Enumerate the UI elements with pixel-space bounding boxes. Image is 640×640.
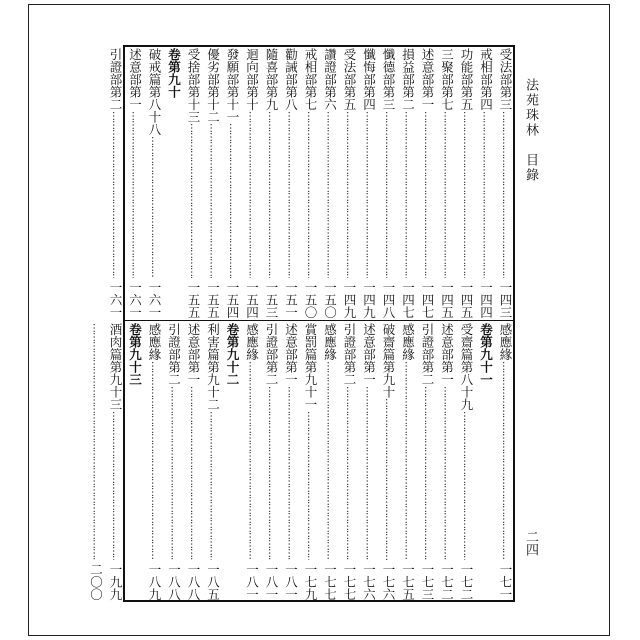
leader-dots [283,111,299,278]
volume-heading [225,323,241,600]
toc-entry-row [166,323,182,600]
toc-entry-row [459,48,475,318]
toc-entry [147,323,163,600]
toc-entry-row [283,323,299,600]
leader-dots [264,111,280,278]
leader-dots [400,361,416,560]
toc-entry-title: 述意部第一 [420,48,435,111]
toc-entry-row [205,48,221,318]
toc-entry-row [361,48,377,318]
toc-entry [166,323,182,600]
toc-entry [186,48,202,318]
toc-entry-page: 一五〇 [303,280,318,318]
toc-entry-row [381,48,397,318]
toc-entry-page: 一四八 [381,280,396,318]
toc-entry-title: 引證部第二 [342,323,357,386]
toc-entry [205,48,221,318]
volume-heading [127,323,143,600]
toc-entry-title: 感應緣 [400,323,416,361]
toc-entry-page: 一五五 [205,280,221,318]
toc-entry-row [225,48,241,318]
toc-entry-page: 一七二 [439,562,455,600]
toc-entry-title: 損益部第二 [400,48,416,111]
toc-entry-page: 一七三 [420,562,435,600]
toc-entry-row [342,48,358,318]
toc-entry-row [498,48,514,318]
toc-entry-page: 一七七 [342,562,357,600]
toc-entry-row [166,48,182,318]
toc-entry-title: 引證部第二 [108,48,123,111]
toc-entry-title: 戒相部第七 [303,48,318,111]
toc-entry [244,323,260,600]
volume-heading [478,323,494,600]
toc-entry-title: 感應緣 [244,323,260,361]
toc-entry-row [283,48,299,318]
leader-dots [147,361,163,560]
toc-entry-row [186,323,202,600]
toc-entry-page: 一四五 [439,280,455,318]
toc-entry [127,48,143,318]
toc-entry-page: 一八一 [244,562,260,600]
toc-entry-title: 受齋篇第八十九 [459,323,474,411]
toc-entry-title: 賞罰篇第九十一 [303,323,318,411]
toc-entry-row [303,323,319,600]
toc-entry-page: 一九九 [108,562,123,600]
contents-bottom-panel [88,323,513,600]
toc-entry [108,48,124,318]
toc-entry-title: 述意部第一 [283,323,299,386]
leader-dots [205,123,221,278]
leader-dots [108,111,124,278]
toc-entry [420,48,436,318]
toc-entry-row [478,48,494,318]
toc-entry-title: 卷第九十二 [225,323,240,386]
toc-entry-page: 一七二 [459,562,474,600]
toc-entry [361,48,377,318]
leader-dots [342,111,358,278]
toc-entry-title: 優劣部第十二 [205,48,221,123]
toc-entry-title: 懺德部第三 [381,48,396,111]
leader-dots [381,398,397,560]
leader-dots [147,136,163,278]
toc-entry-title: 三聚部第七 [439,48,455,111]
toc-entry-page: 一七九 [303,562,318,600]
toc-entry-row [342,323,358,600]
toc-entry-row [147,48,163,318]
leader-dots [478,111,494,278]
toc-entry-row [439,323,455,600]
toc-entry-row [147,323,163,600]
toc-entry-title: 卷第九十三 [127,323,143,386]
toc-entry-row [303,48,319,318]
toc-entry-title: 述意部第一 [186,323,201,386]
toc-entry-row [322,323,338,600]
toc-entry-row [127,323,143,600]
toc-entry-row [244,48,260,318]
toc-entry-page: 一五四 [225,280,240,318]
toc-entry-title: 述意部第一 [127,48,143,111]
leader-dots [400,111,416,278]
toc-entry-page: 一五四 [244,280,260,318]
toc-entry-page: 一七一 [498,562,513,600]
panel-divider [123,320,515,321]
toc-entry-title: 酒肉篇第九十三 [108,323,123,411]
leader-dots [108,411,124,560]
toc-entry [147,48,163,318]
toc-entry-title: 感應緣 [322,323,338,361]
toc-entry-title: 迴向部第十 [244,48,260,111]
toc-entry [283,48,299,318]
toc-entry [108,323,124,600]
running-header: 法苑珠林 目錄 [523,78,538,183]
toc-entry-page: 一八八 [166,562,182,600]
leader-dots [459,411,475,560]
toc-entry [205,323,221,600]
toc-entry-row [498,323,514,600]
toc-entry-title: 引證部第二 [166,323,182,386]
leader-dots [186,386,202,560]
toc-entry-page: 一六一 [108,280,123,318]
toc-entry [225,48,241,318]
toc-entry-row [439,48,455,318]
leader-dots [225,123,241,278]
toc-entry-page: 一五三 [264,280,279,318]
leader-dots [381,111,397,278]
leader-dots [322,361,338,560]
toc-entry-row [322,48,338,318]
toc-entry-title: 引證部第二 [264,323,279,386]
toc-entry-row [420,323,436,600]
toc-entry-title: 述意部第一 [361,323,377,386]
leader-dots [186,123,202,278]
toc-entry [381,323,397,600]
toc-entry-title: 引證部第二 [420,323,435,386]
leader-dots [420,111,436,278]
toc-entry-page: 一七六 [381,562,396,600]
toc-entry-row [225,323,241,600]
toc-entry-page: 一七五 [400,562,416,600]
toc-entry [459,323,475,600]
toc-entry [342,48,358,318]
leader-dots [322,111,338,278]
toc-entry-page: 一八五 [205,562,221,600]
toc-entry-row [88,323,104,600]
toc-entry-row [186,48,202,318]
toc-entry-page: 一四九 [361,280,377,318]
toc-entry [498,48,514,318]
toc-entry [400,323,416,600]
leader-dots [303,411,319,560]
toc-entry-row [361,323,377,600]
toc-entry-row [400,48,416,318]
toc-entry-page: 一四七 [420,280,435,318]
toc-entry-row [205,323,221,600]
leader-dots [166,386,182,560]
leader-dots [439,386,455,560]
toc-entry-title: 感應緣 [147,323,162,361]
leader-dots [244,361,260,560]
toc-entry-page: 一四三 [498,280,513,318]
toc-entry-page: 一五〇 [322,280,338,318]
toc-entry-row [127,48,143,318]
leader-dots [439,111,455,278]
page-number: 二四 [523,530,538,556]
leader-dots [127,111,143,278]
toc-entry [322,323,338,600]
toc-entry [303,48,319,318]
toc-entry-page: 一八八 [186,562,201,600]
toc-entry-title: 讚證部第六 [322,48,338,111]
toc-entry [186,323,202,600]
toc-entry [498,323,514,600]
toc-entry [322,48,338,318]
contents-top-panel [108,48,513,318]
toc-entry-page: 一八一 [283,562,299,600]
toc-entry-row [400,323,416,600]
toc-entry-page: 二〇〇 [88,562,104,600]
toc-entry-row [420,48,436,318]
toc-entry-page: 一七六 [361,562,377,600]
toc-entry [244,48,260,318]
toc-entry-title: 懺悔部第四 [361,48,377,111]
toc-entry-row [108,48,124,318]
toc-entry-title: 受法部第三 [498,48,513,111]
toc-entry-page: 一四九 [342,280,357,318]
toc-entry [342,323,358,600]
toc-entry-row [264,323,280,600]
leader-dots [498,111,514,278]
toc-entry-row [459,323,475,600]
toc-entry [88,323,104,600]
toc-entry-page: 一六一 [147,280,162,318]
toc-entry-page: 一四七 [400,280,416,318]
toc-entry-title: 破戒篇第八十八 [147,48,162,136]
toc-entry-title: 功能部第五 [459,48,474,111]
toc-entry [478,48,494,318]
toc-entry-page: 一八一 [264,562,279,600]
toc-entry-row [381,323,397,600]
toc-entry-page: 一四四 [478,280,494,318]
toc-entry [361,323,377,600]
toc-entry [381,48,397,318]
leader-dots [498,361,514,560]
toc-entry-title: 利害篇第九十二 [205,323,221,411]
toc-entry-page: 一六一 [127,280,143,318]
toc-entry-title: 破齋篇第九十 [381,323,396,398]
toc-entry-page: 一五五 [186,280,201,318]
toc-entry [264,323,280,600]
toc-entry-row [244,323,260,600]
leader-dots [342,386,358,560]
toc-entry [400,48,416,318]
toc-entry [303,323,319,600]
toc-entry-page: 一七七 [322,562,338,600]
toc-entry-title: 卷第九十 [166,48,182,98]
toc-entry [439,48,455,318]
toc-entry [459,48,475,318]
leader-dots [244,111,260,278]
toc-entry-row [478,323,494,600]
leader-dots [283,386,299,560]
leader-dots [361,386,377,560]
toc-entry-title: 發願部第十一 [225,48,240,123]
leader-dots [420,386,436,560]
toc-entry [264,48,280,318]
toc-entry-row [108,323,124,600]
volume-heading [166,48,182,318]
toc-entry-title: 卷第九十一 [478,323,494,386]
toc-entry [283,323,299,600]
toc-entry-title: 感應緣 [498,323,513,361]
toc-entry-row [264,48,280,318]
toc-entry-title: 勸誡部第八 [283,48,299,111]
leader-dots [205,411,221,560]
leader-dots [88,323,104,560]
toc-entry-title: 受法部第五 [342,48,357,111]
toc-entry-title: 隨喜部第九 [264,48,279,111]
leader-dots [303,111,319,278]
leader-dots [264,386,280,560]
toc-entry-title: 戒相部第四 [478,48,494,111]
toc-entry [420,323,436,600]
toc-entry [439,323,455,600]
leader-dots [361,111,377,278]
leader-dots [459,111,475,278]
toc-entry-page: 一五一 [283,280,299,318]
toc-entry-page: 一八九 [147,562,162,600]
toc-entry-title: 受捨部第十三 [186,48,201,123]
toc-entry-title: 述意部第一 [439,323,455,386]
toc-entry-page: 一四五 [459,280,474,318]
